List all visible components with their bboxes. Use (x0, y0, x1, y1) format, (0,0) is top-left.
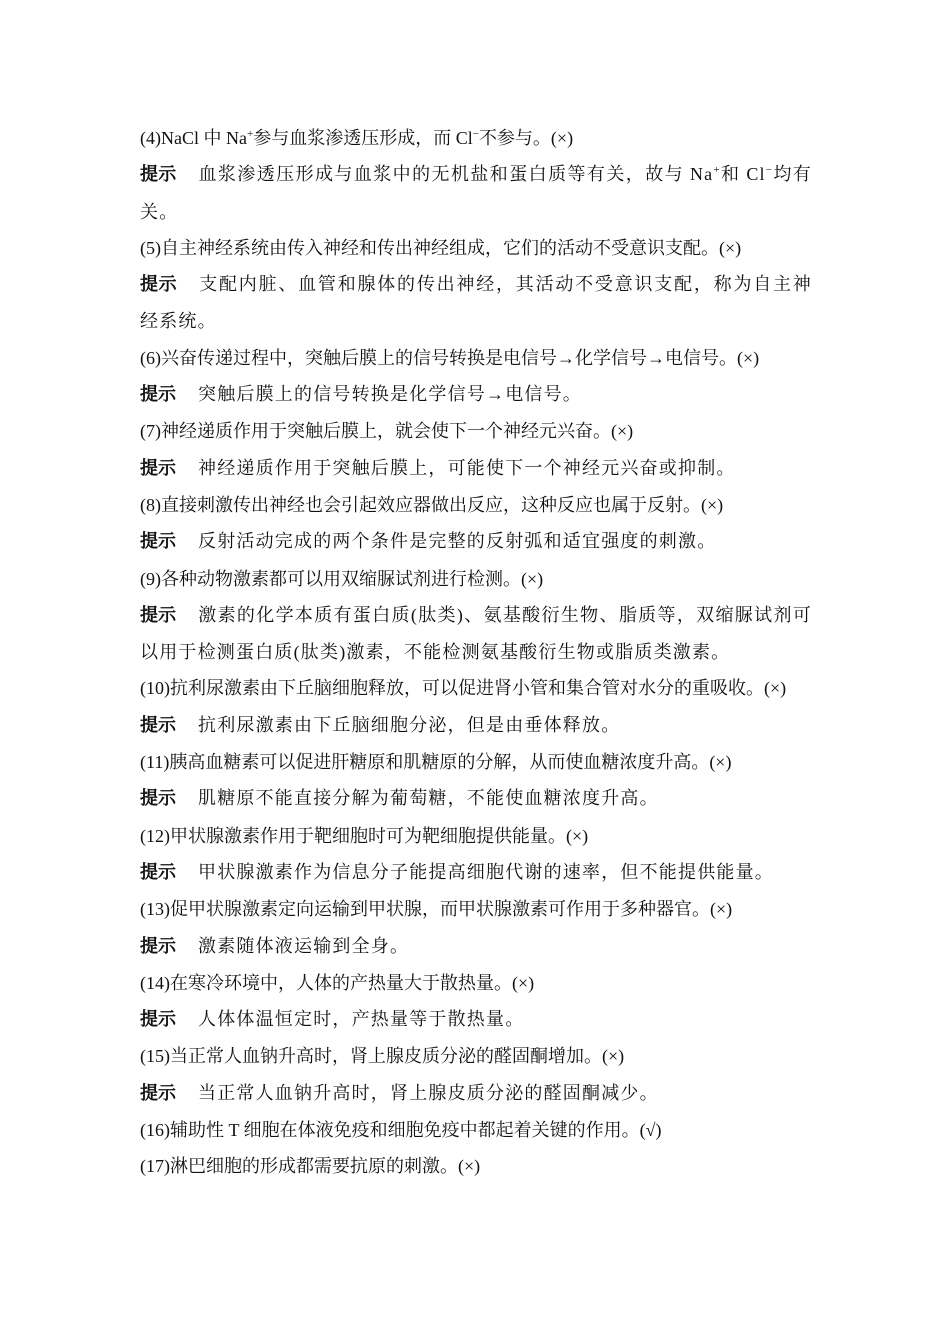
question-4-text-a: (4)NaCl 中 Na (140, 128, 247, 148)
hint-label: 提示 (140, 1082, 176, 1104)
hint-label: 提示 (140, 935, 176, 957)
question-7: (7)神经递质作用于突触后膜上，就会使下一个神经元兴奋。(×) (140, 421, 634, 442)
hint-11 (140, 780, 812, 817)
hint-7-text: 神经递质作用于突触后膜上，可能使下一个神经元兴奋或抑制。 (198, 457, 736, 478)
question-15: (15)当正常人血钠升高时，肾上腺皮质分泌的醛固酮增加。(×) (140, 1046, 625, 1067)
chloride-superscript: − (765, 164, 774, 177)
hint-4-text-b: 和 Cl (720, 164, 766, 185)
hint-8-text: 反射活动完成的两个条件是完整的反射弧和适宜强度的刺激。 (198, 531, 717, 552)
hint-label: 提示 (140, 788, 176, 810)
hint-label: 提示 (140, 714, 176, 736)
hint-11-text: 肌糖原不能直接分解为葡萄糖，不能使血糖浓度升高。 (198, 788, 659, 809)
hint-12-text: 甲状腺激素作为信息分子能提高细胞代谢的速率，但不能提供能量。 (198, 861, 774, 882)
hint-8 (140, 523, 812, 560)
hint-14-text: 人体体温恒定时，产热量等于散热量。 (198, 1009, 525, 1030)
question-10: (10)抗利尿激素由下丘脑细胞释放，可以促进肾小管和集合管对水分的重吸收。(×) (140, 678, 787, 699)
question-13: (13)促甲状腺激素定向运输到甲状腺，而甲状腺激素可作用于多种器官。(×) (140, 899, 733, 920)
hint-14 (140, 1001, 812, 1038)
hint-4 (140, 156, 812, 230)
question-6: (6)兴奋传递过程中，突触后膜上的信号转换是电信号→化学信号→电信号。(×) (140, 347, 760, 368)
hint-label: 提示 (140, 384, 176, 406)
hint-13-text: 激素随体液运输到全身。 (198, 935, 410, 956)
hint-6 (140, 376, 812, 413)
question-16: (16)辅助性 T 细胞在体液免疫和细胞免疫中都起着关键的作用。(√) (140, 1120, 662, 1141)
hint-label: 提示 (140, 604, 177, 626)
question-17: (17)淋巴细胞的形成都需要抗原的刺激。(×) (140, 1156, 481, 1177)
hint-4-text-c: 均有关。 (140, 164, 813, 222)
question-14: (14)在寒冷环境中，人体的产热量大于散热量。(×) (140, 972, 535, 993)
question-8: (8)直接刺激传出神经也会引起效应器做出反应，这种反应也属于反射。(×) (140, 494, 724, 515)
hint-label: 提示 (140, 274, 178, 296)
hint-10-text: 抗利尿激素由下丘脑细胞分泌，但是由垂体释放。 (198, 714, 621, 735)
question-4 (140, 120, 812, 156)
hint-10 (140, 707, 812, 744)
hint-6-text: 突触后膜上的信号转换是化学信号→电信号。 (198, 384, 582, 405)
question-4-text-c: 不参与。(×) (478, 128, 574, 148)
question-4-text-b: 参与血浆渗透压形成，而 Cl (253, 128, 473, 148)
document-page (140, 120, 812, 1185)
hint-5-text: 支配内脏、血管和腺体的传出神经，其活动不受意识支配，称为自主神经系统。 (140, 274, 813, 332)
chloride-superscript: − (472, 128, 479, 140)
question-9: (9)各种动物激素都可以用双缩脲试剂进行检测。(×) (140, 568, 544, 589)
question-11: (11)胰高血糖素可以促进肝糖原和肌糖原的分解，从而使血糖浓度升高。(×) (140, 752, 732, 773)
hint-label: 提示 (140, 861, 176, 883)
hint-9 (140, 597, 812, 671)
hint-12 (140, 854, 812, 891)
hint-13 (140, 928, 812, 965)
hint-15 (140, 1075, 812, 1112)
hint-15-text: 当正常人血钠升高时，肾上腺皮质分泌的醛固酮减少。 (198, 1082, 659, 1103)
hint-label: 提示 (140, 531, 176, 553)
hint-label: 提示 (140, 164, 177, 186)
sodium-superscript: + (246, 128, 254, 140)
question-5: (5)自主神经系统由传入神经和传出神经组成，它们的活动不受意识支配。(×) (140, 237, 742, 258)
question-12: (12)甲状腺激素作用于靶细胞时可为靶细胞提供能量。(×) (140, 825, 589, 846)
hint-5 (140, 266, 812, 340)
hint-label: 提示 (140, 1009, 176, 1031)
hint-7 (140, 450, 812, 487)
hint-4-text-a: 血浆渗透压形成与血浆中的无机盐和蛋白质等有关，故与 Na (198, 164, 714, 185)
hint-9-text: 激素的化学本质有蛋白质(肽类)、氨基酸衍生物、脂质等，双缩脲试剂可以用于检测蛋白质(肽类)激素，不能检测氨基酸衍生物或脂质类激素。 (140, 604, 812, 663)
sodium-superscript: + (713, 164, 721, 177)
hint-label: 提示 (140, 457, 176, 479)
